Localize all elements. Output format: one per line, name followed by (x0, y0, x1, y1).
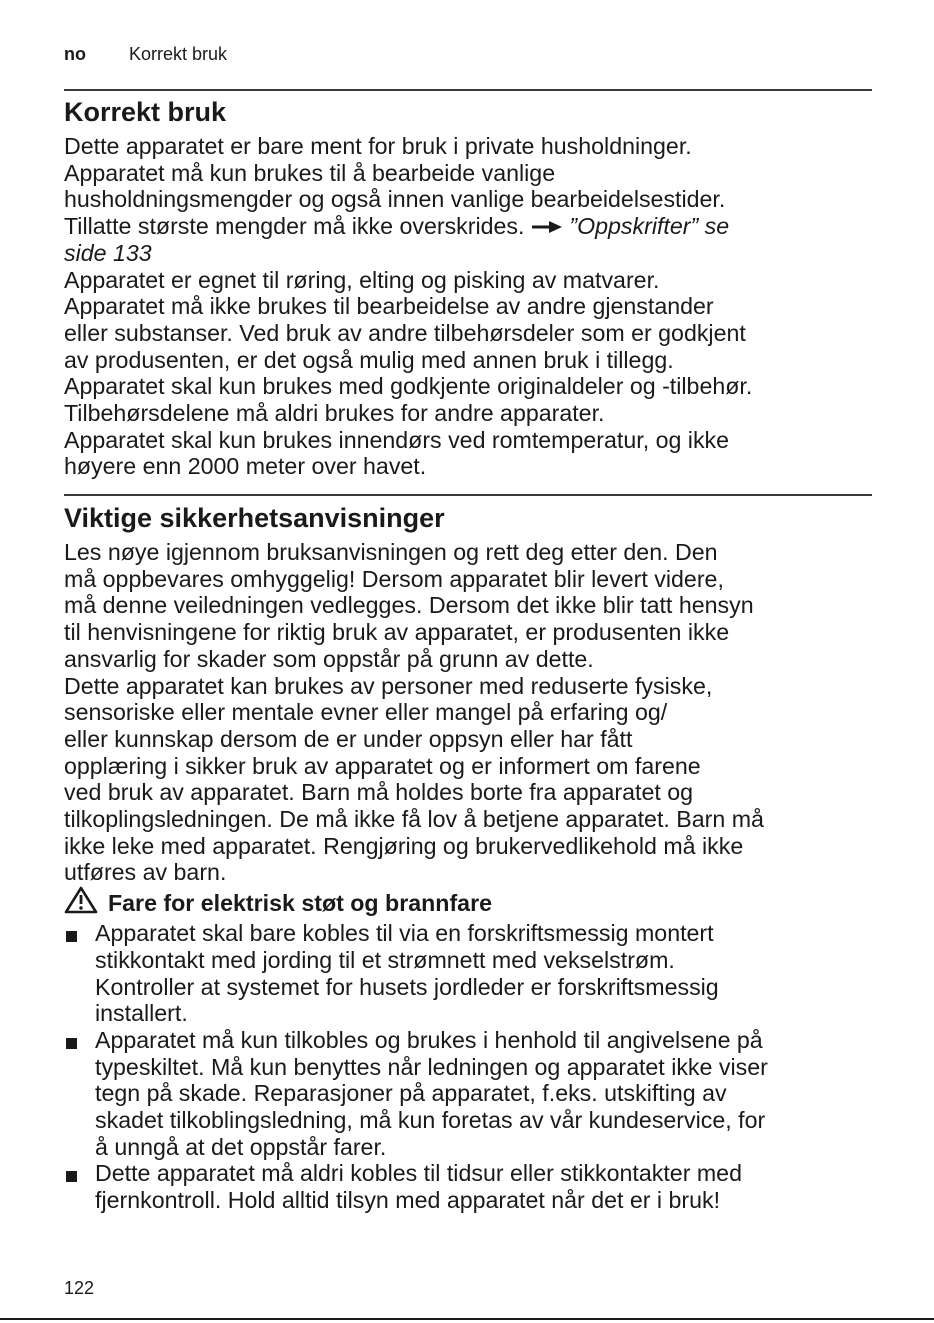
bullet-square-icon (66, 1038, 77, 1049)
cross-reference-link-cont[interactable]: side 133 (64, 239, 152, 266)
running-header-title: Korrekt bruk (129, 44, 228, 64)
body-line: høyere enn 2000 meter over havet. (64, 453, 427, 480)
section-body (64, 133, 876, 480)
body-line-with-ref (64, 213, 876, 240)
body-line: Apparatet skal kun brukes med godkjente originaldeler og -tilbehør. (64, 373, 753, 400)
list-item: Dette apparatet må aldri kobles til tidsur eller stikkontakter med fjernkontroll. Hold alltid tilsyn med apparatet når det er i bruk! (64, 1160, 876, 1213)
warning-triangle-icon (64, 886, 108, 920)
body-line: Apparatet må ikke brukes til bearbeidelse av andre gjenstander (64, 293, 714, 320)
body-line: Les nøye igjennom bruksanvisningen og rett deg etter den. Den (64, 539, 718, 565)
body-line: ansvarlig for skader som oppstår på grunn av dette. (64, 645, 594, 672)
page-bottom-border (0, 1318, 934, 1320)
body-line: eller kunnskap dersom de er under oppsyn eller har fått (64, 725, 633, 752)
body-line: Tilbehørsdelene må aldri brukes for andre apparater. (64, 400, 605, 427)
body-line: Apparatet skal kun brukes innendørs ved romtemperatur, og ikke (64, 426, 730, 453)
bullet-square-icon (66, 1171, 77, 1182)
body-line: eller substanser. Ved bruk av andre tilbehørsdeler som er godkjent (64, 319, 746, 346)
warning-list (64, 920, 876, 1214)
body-line: ikke leke med apparatet. Rengjøring og brukervedlikehold må ikke (64, 832, 744, 859)
section-heading: Korrekt bruk (64, 97, 227, 127)
body-line: av produsenten, er det også mulig med annen bruk i tillegg. (64, 346, 674, 373)
warning-heading (64, 886, 876, 920)
section-correct-use (64, 97, 876, 480)
section-safety (64, 503, 876, 1214)
body-line: må denne veiledningen vedlegges. Dersom det ikke blir tatt hensyn (64, 592, 754, 619)
language-code: no (64, 44, 86, 64)
bullet-square-icon (66, 931, 77, 942)
body-line: husholdningsmengder og også innen vanlige bearbeidelsestider. (64, 186, 726, 213)
body-line: sensoriske eller mentale evner eller mangel på erfaring og/ (64, 699, 668, 726)
section-divider (64, 89, 872, 91)
section-divider (64, 494, 872, 496)
body-line: opplæring i sikker bruk av apparatet og er informert om farene (64, 752, 701, 779)
body-line: utføres av barn. (64, 859, 227, 886)
section-heading: Viktige sikkerhetsanvisninger (64, 503, 445, 533)
page-number: 122 (64, 1278, 95, 1298)
body-line: Tillatte største mengder må ikke overskrides. (64, 213, 525, 240)
running-header (64, 44, 227, 65)
cross-reference-link[interactable]: ”Oppskrifter” se (569, 213, 730, 240)
list-item: Apparatet skal bare kobles til via en forskriftsmessig montert stikkontakt med jording til et strømnett med vekselstrøm. Kontroller at systemet for husets jordleder er forskriftsmessig installert. (64, 920, 876, 1027)
warning-title: Fare for elektrisk støt og brannfare (108, 889, 492, 916)
section-body (64, 539, 876, 886)
body-line: ved bruk av apparatet. Barn må holdes borte fra apparatet og (64, 779, 694, 806)
body-line: til henvisningene for riktig bruk av apparatet, er produsenten ikke (64, 619, 730, 646)
body-line: Dette apparatet er bare ment for bruk i private husholdninger. (64, 133, 692, 159)
body-line: Apparatet er egnet til røring, elting og pisking av matvarer. (64, 266, 660, 293)
body-line: Dette apparatet kan brukes av personer med reduserte fysiske, (64, 672, 713, 699)
body-line: må oppbevares omhyggelig! Dersom apparatet blir levert videre, (64, 565, 724, 592)
body-line: tilkoplingsledningen. De må ikke få lov å betjene apparatet. Barn må (64, 806, 764, 833)
body-line: Apparatet må kun brukes til å bearbeide vanlige (64, 159, 556, 186)
list-item: Apparatet må kun tilkobles og brukes i henhold til angivelsene på typeskiltet. Må kun benyttes når ledningen og apparatet ikke viser tegn på skade. Reparasjoner på apparatet, f.eks. utskifting av skadet tilkoblingsledning, må kun foretas av vår kundeservice, for å unngå at det oppstår farer. (64, 1027, 876, 1161)
arrow-right-icon (531, 213, 563, 240)
